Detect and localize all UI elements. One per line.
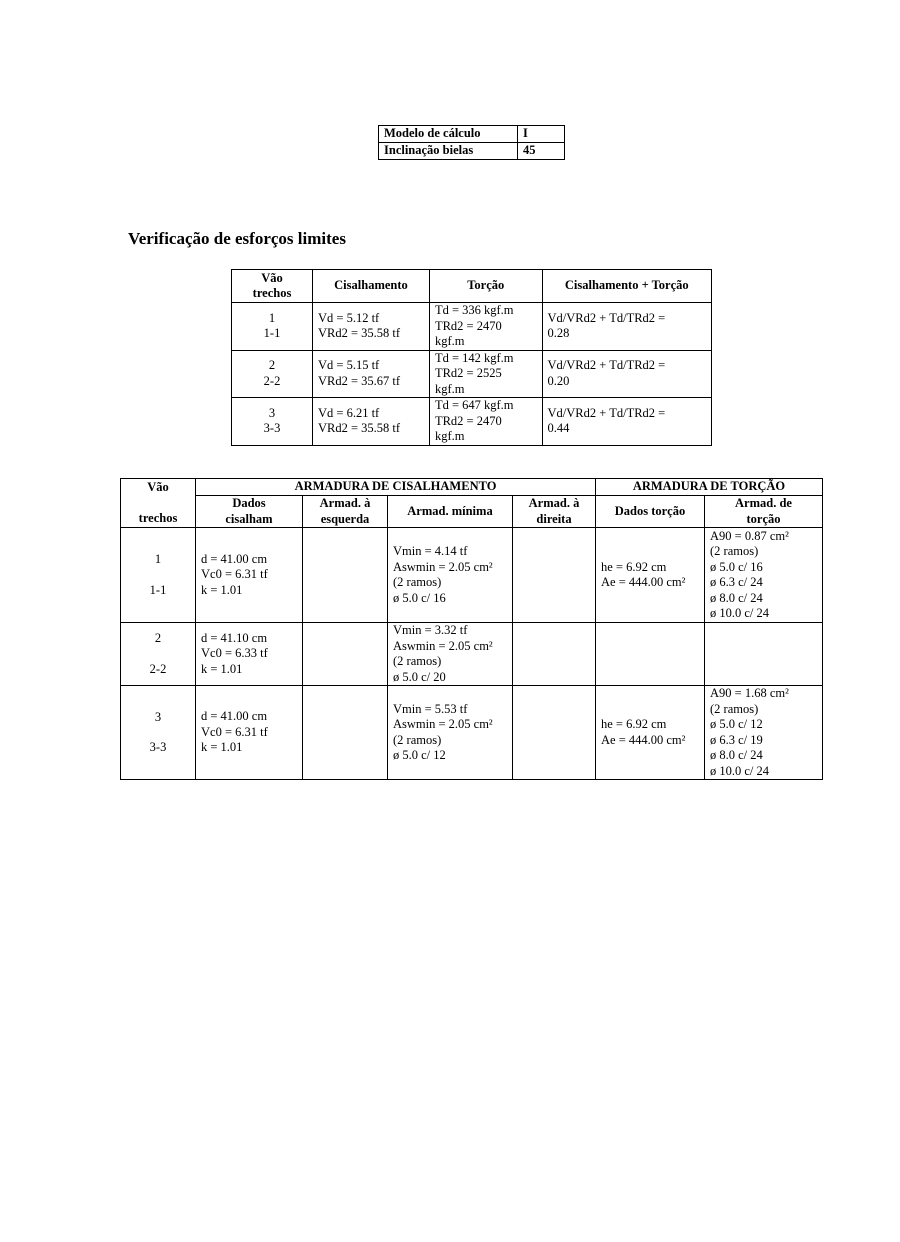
trecho-label: 1-1: [149, 582, 167, 597]
cell-dados-cisalham: [196, 686, 303, 780]
params-row-inclinacao: [379, 143, 565, 160]
cell-line: Ae = 444.00 cm²: [601, 732, 686, 747]
cell-line: d = 41.10 cm: [201, 630, 268, 645]
trecho-label: 3-3: [263, 421, 281, 436]
calc-params-table: [378, 125, 565, 160]
cell-vao-trecho: [232, 398, 313, 446]
cell-line: Vd = 5.12 tf: [318, 310, 380, 325]
header-vao: Vão: [261, 270, 283, 285]
cell-line: 0.28: [547, 326, 570, 341]
cell-line: Vc0 = 6.31 tf: [201, 724, 268, 739]
param-label: Modelo de cálculo: [379, 126, 518, 143]
param-value: 45: [518, 143, 565, 160]
vao-number: 3: [154, 709, 162, 724]
cell-line: (2 ramos): [710, 544, 759, 558]
param-value: I: [518, 126, 565, 143]
cell-line: ø 5.0 c/ 16: [710, 559, 763, 574]
header-vao: Vão: [147, 480, 169, 494]
cell-line: ø 5.0 c/ 20: [393, 669, 446, 684]
cell-line: d = 41.00 cm: [201, 709, 268, 724]
cell-line: Aswmin = 2.05 cm²: [393, 559, 493, 574]
cell-line: k = 1.01: [201, 740, 243, 755]
cell-line: 0.44: [547, 421, 570, 436]
header-trechos: trechos: [138, 510, 178, 525]
cell-cis-torcao: [542, 303, 711, 351]
cell-line: Td = 336 kgf.m: [434, 303, 514, 317]
cell-vao-trecho: [121, 623, 196, 686]
cell-line: Vd = 5.15 tf: [318, 358, 380, 373]
vao-number: 2: [154, 631, 162, 645]
cell-line: Td = 142 kgf.m: [434, 350, 514, 365]
cell-line: ø 6.3 c/ 19: [710, 732, 763, 747]
limits-row: [232, 350, 712, 398]
header-trechos: trechos: [252, 286, 292, 300]
cell-line: kgf.m: [434, 381, 465, 396]
header-torcao: Torção: [429, 270, 542, 303]
reinf-header-row: [121, 496, 823, 528]
vao-number: 2: [268, 358, 276, 373]
cell-line: VRd2 = 35.67 tf: [318, 373, 401, 388]
header-dados-cisalham: Dados cisalham: [196, 496, 303, 528]
cell-line: ø 8.0 c/ 24: [710, 748, 763, 762]
header-armad-minima: Armad. mínima: [388, 496, 513, 528]
cell-line: (2 ramos): [393, 575, 442, 589]
header-cisalhamento: Cisalhamento: [313, 270, 430, 303]
cell-dados-torcao: [596, 686, 705, 780]
limits-row: [232, 303, 712, 351]
cell-line: VRd2 = 35.58 tf: [318, 326, 401, 341]
cell-line: 0.20: [547, 373, 570, 388]
param-label: Inclinação bielas: [379, 143, 518, 160]
cell-line: Ae = 444.00 cm²: [601, 575, 686, 589]
cell-line: ø 10.0 c/ 24: [710, 763, 770, 778]
cell-line: (2 ramos): [393, 732, 442, 747]
cell-line: Aswmin = 2.05 cm²: [393, 638, 493, 653]
cell-line: (2 ramos): [710, 701, 759, 716]
trecho-label: 2-2: [149, 661, 167, 676]
cell-armad-direita: [513, 623, 596, 686]
cell-line: ø 8.0 c/ 24: [710, 590, 763, 605]
reinforcement-table: [120, 478, 823, 780]
cell-line: TRd2 = 2470: [434, 318, 502, 333]
cell-dados-torcao: [596, 623, 705, 686]
header-armad-direita: Armad. à direita: [513, 496, 596, 528]
cell-line: TRd2 = 2525: [434, 366, 502, 380]
cell-cisalhamento: [313, 350, 430, 398]
cell-line: kgf.m: [434, 429, 465, 443]
cell-line: Vc0 = 6.33 tf: [201, 646, 268, 661]
cell-line: Td = 647 kgf.m: [434, 398, 514, 412]
header-armad-torcao: Armad. de torção: [705, 496, 823, 528]
cell-armad-torcao: [705, 686, 823, 780]
cell-line: TRd2 = 2470: [434, 413, 502, 428]
cell-line: ø 5.0 c/ 12: [710, 717, 763, 731]
cell-torcao: [429, 303, 542, 351]
cell-line: Vd = 6.21 tf: [318, 405, 380, 420]
cell-line: Vmin = 4.14 tf: [393, 544, 468, 558]
cell-line: A90 = 0.87 cm²: [710, 528, 789, 543]
header-dados-torcao: Dados torção: [596, 496, 705, 528]
cell-line: d = 41.00 cm: [201, 551, 268, 566]
cell-armad-torcao: [705, 528, 823, 623]
cell-cisalhamento: [313, 398, 430, 446]
cell-torcao: [429, 350, 542, 398]
cell-armad-esquerda: [303, 623, 388, 686]
cell-line: ø 10.0 c/ 24: [710, 606, 770, 620]
cell-line: Vd/VRd2 + Td/TRd2 =: [547, 405, 666, 420]
cell-dados-torcao: [596, 528, 705, 623]
reinforcement-row: [121, 686, 823, 780]
header-cis-torcao: Cisalhamento + Torção: [542, 270, 711, 303]
cell-line: VRd2 = 35.58 tf: [318, 421, 401, 436]
header-armadura-torcao: ARMADURA DE TORÇÃO: [596, 479, 823, 496]
cell-armad-minima: [388, 623, 513, 686]
cell-armad-esquerda: [303, 528, 388, 623]
cell-line: Aswmin = 2.05 cm²: [393, 717, 493, 731]
cell-line: Vd/VRd2 + Td/TRd2 =: [547, 358, 666, 373]
cell-armad-direita: [513, 686, 596, 780]
limits-body: [232, 303, 712, 446]
cell-torcao: [429, 398, 542, 446]
reinf-group-row: [121, 479, 823, 496]
cell-line: (2 ramos): [393, 654, 442, 668]
vao-number: 1: [268, 310, 276, 325]
cell-armad-minima: [388, 528, 513, 623]
cell-line: Vc0 = 6.31 tf: [201, 567, 268, 582]
cell-line: Vmin = 3.32 tf: [393, 623, 468, 637]
vao-number: 3: [268, 405, 276, 420]
reinforcement-body: [121, 528, 823, 780]
trecho-label: 2-2: [263, 373, 281, 388]
reinforcement-row: [121, 528, 823, 623]
cell-line: k = 1.01: [201, 661, 243, 676]
cell-line: he = 6.92 cm: [601, 559, 667, 574]
trecho-label: 3-3: [149, 740, 167, 754]
cell-cis-torcao: [542, 350, 711, 398]
limits-header-row: [232, 270, 712, 303]
header-vao-trechos: [232, 270, 313, 303]
cell-line: ø 6.3 c/ 24: [710, 575, 763, 589]
cell-vao-trecho: [232, 350, 313, 398]
cell-armad-direita: [513, 528, 596, 623]
cell-armad-torcao: [705, 623, 823, 686]
cell-line: A90 = 1.68 cm²: [710, 686, 789, 700]
trecho-label: 1-1: [263, 326, 281, 341]
cell-armad-esquerda: [303, 686, 388, 780]
cell-armad-minima: [388, 686, 513, 780]
cell-line: he = 6.92 cm: [601, 717, 667, 731]
cell-dados-cisalham: [196, 623, 303, 686]
header-armad-esquerda: Armad. à esquerda: [303, 496, 388, 528]
cell-vao-trecho: [121, 686, 196, 780]
reinforcement-row: [121, 623, 823, 686]
cell-cisalhamento: [313, 303, 430, 351]
limits-table: [231, 269, 712, 446]
cell-dados-cisalham: [196, 528, 303, 623]
limits-row: [232, 398, 712, 446]
cell-line: ø 5.0 c/ 12: [393, 748, 446, 762]
params-row-modelo: [379, 126, 565, 143]
cell-line: k = 1.01: [201, 582, 243, 597]
vao-number: 1: [154, 552, 162, 566]
cell-vao-trecho: [232, 303, 313, 351]
header-vao-trechos: [121, 479, 196, 528]
cell-line: Vd/VRd2 + Td/TRd2 =: [547, 310, 666, 325]
header-armadura-cisalhamento: ARMADURA DE CISALHAMENTO: [196, 479, 596, 496]
cell-cis-torcao: [542, 398, 711, 446]
cell-vao-trecho: [121, 528, 196, 623]
cell-line: kgf.m: [434, 334, 465, 348]
section-title: Verificação de esforços limites: [128, 229, 346, 248]
cell-line: ø 5.0 c/ 16: [393, 590, 446, 605]
cell-line: Vmin = 5.53 tf: [393, 701, 468, 716]
